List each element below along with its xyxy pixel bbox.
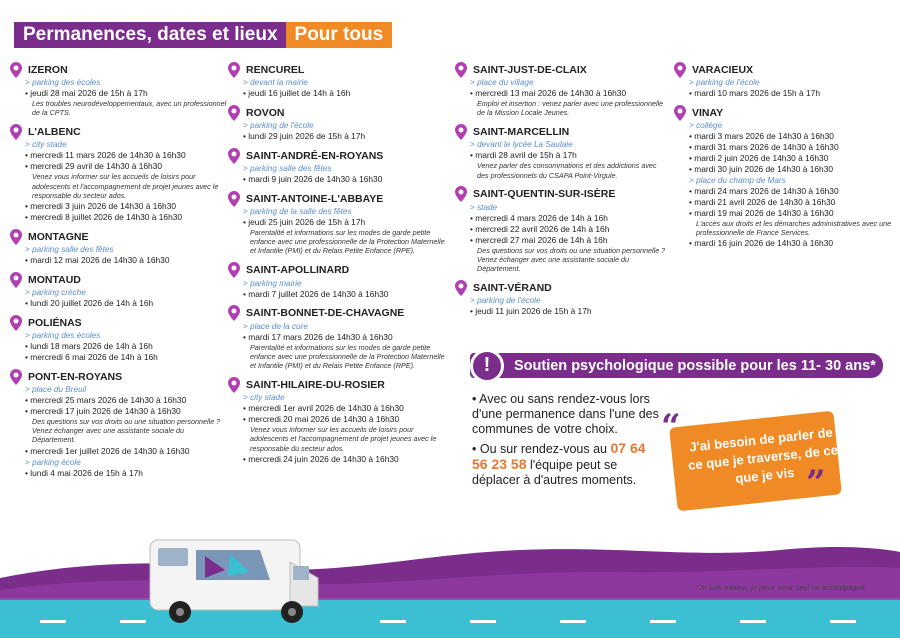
location-name: SAINT-APOLLINARD [246,264,350,277]
session-note: Parentalité et informations sur les modes de garde petite enfance avec une professionnelle de la Protection Maternelle et Infantile (PMI) et du Relais Petite Enfance (RPE). [250,228,445,256]
meeting-place: > parking école [10,457,228,468]
session-date: • lundi 18 mars 2026 de 14h à 16h [10,341,228,352]
meeting-place: > place de la cure [228,321,450,332]
road-dash-2 [120,620,146,623]
location-block [10,369,228,479]
location-name: SAINT-VÉRAND [473,281,552,294]
session-date: • mardi 7 juillet 2026 de 14h30 à 16h30 [228,289,450,300]
location-pin-icon [10,272,22,288]
meeting-place: > devant la mairie [228,77,450,88]
meeting-place: > parking des écoles [10,330,228,341]
meeting-place: > parking de l'école [674,77,896,88]
location-name: VARACIEUX [692,63,754,76]
location-name: L'ALBENC [28,125,81,138]
session-date: • mercredi 1er avril 2026 de 14h30 à 16h30 [228,403,450,414]
meeting-place: > parking de l'école [228,120,450,131]
column-4 [674,62,896,255]
page-title: Permanences, dates et lieux [14,22,286,48]
location-header [228,148,450,163]
session-note: Parentalité et informations sur les modes de garde petite enfance avec une professionnelle de la Protection Maternelle et Infantile (PMI) et du Relais Petite Enfance (RPE). [250,342,445,371]
location-name: SAINT-ANTOINE-L'ABBAYE [246,192,384,205]
session-note: Les troubles neurodéveloppementaux, avec un professionnel de la CPTS. [32,99,227,118]
soutien-banner [470,353,883,378]
location-header [228,105,450,120]
meeting-place: > parking de la salle des fêtes [228,206,450,217]
session-date: • mercredi 22 avril 2026 de 14h à 16h [455,224,670,235]
quote-close-icon: ” [806,463,826,503]
location-block [10,315,228,363]
meeting-place: > parking salle des fêtes [10,244,228,255]
location-header [455,280,670,295]
location-block [10,124,228,223]
location-block [10,62,228,118]
location-block [455,280,670,317]
location-pin-icon [455,186,467,202]
session-date: • mardi 16 juin 2026 de 14h30 à 16h30 [674,238,896,249]
location-header [10,62,228,77]
session-date: • mardi 19 mai 2026 de 14h30 à 16h30 [674,208,896,219]
session-date: • mercredi 29 avril de 14h30 à 16h30 [10,161,228,172]
session-date: • mercredi 17 juin 2026 de 14h30 à 16h30 [10,406,228,417]
road-dash-3 [380,620,406,623]
quote-open-icon: “ [661,407,681,447]
meeting-place: > parking crèche [10,287,228,298]
location-name: IZERON [28,63,68,76]
location-block [10,229,228,266]
location-pin-icon [228,148,240,164]
location-pin-icon [228,191,240,207]
session-date: • jeudi 25 juin 2026 de 15h à 17h [228,217,450,228]
location-pin-icon [228,377,240,393]
session-note: Emploi et insertion : venez parler avec une professionnelle de la Mission Locale Jeunes. [477,99,664,118]
session-date: • mardi 28 avril de 15h à 17h [455,150,670,161]
meeting-place: > city stade [228,392,450,403]
exclamation-mark: ! [483,354,491,376]
road-dash-8 [830,620,856,623]
soutien-line-1: • Avec ou sans rendez-vous lors d'une permanence dans l'une des communes de votre choix. [472,392,659,436]
session-note: Venez vous informer sur les accueils de loisirs pour adolescents et l'accompagnement de projet jeunes avec le responsable du secteur ados. [250,425,437,453]
meeting-place: > place du champ de Mars [674,175,896,186]
location-pin-icon [10,62,22,78]
road-dash-5 [560,620,586,623]
column-3 [455,62,670,323]
location-header [10,315,228,330]
location-pin-icon [10,315,22,331]
location-pin-icon [228,305,240,321]
location-pin-icon [228,262,240,278]
audience-tag: Pour tous [286,22,393,48]
session-date: • mardi 10 mars 2026 de 15h à 17h [674,88,896,99]
session-date: • mercredi 3 juin 2026 de 14h30 à 16h30 [10,201,228,212]
location-name: ROVON [246,106,285,119]
location-header [455,124,670,139]
location-name: RENCUREL [246,63,305,76]
location-header [10,124,228,139]
session-date: • mardi 3 mars 2026 de 14h30 à 16h30 [674,131,896,142]
meeting-place: > parking salle des fêtes [228,163,450,174]
session-note: Des questions sur vos droits ou une situation personnelle ? Venez échanger avec une assistante sociale du Département. [32,417,221,445]
session-note: L'accès aux droits et les démarches administratives avec une professionnelle de France Services. [696,219,892,238]
location-pin-icon [228,105,240,121]
session-date: • lundi 29 juin 2026 de 15h à 17h [228,131,450,142]
meeting-place: > city stade [10,139,228,150]
road-dash-1 [40,620,66,623]
meeting-place: > stade [455,202,670,213]
location-header [10,229,228,244]
session-date: • mercredi 13 mai 2026 de 14h30 à 16h30 [455,88,670,99]
road-dash-7 [740,620,766,623]
session-date: • mardi 12 mai 2026 de 14h30 à 16h30 [10,255,228,266]
location-block [455,124,670,180]
session-date: • mardi 17 mars 2026 de 14h30 à 16h30 [228,332,450,343]
meeting-place: > place du village [455,77,670,88]
session-date: • mardi 24 mars 2026 de 14h30 à 16h30 [674,186,896,197]
session-date: • mercredi 27 mai 2026 de 14h à 16h [455,235,670,246]
location-header [228,306,450,321]
location-name: POLIÉNAS [28,316,82,329]
session-date: • mardi 21 avril 2026 de 14h30 à 16h30 [674,197,896,208]
location-header [228,62,450,77]
location-block [228,377,450,465]
session-date: • mardi 30 juin 2026 de 14h30 à 16h30 [674,164,896,175]
location-header [674,62,896,77]
road-dash-4 [470,620,496,623]
location-pin-icon [10,229,22,245]
column-1 [10,62,228,485]
session-note: Venez vous informer sur les accueils de loisirs pour adolescents et l'accompagnement de projet jeunes avec le responsable du secteur ados. [32,172,219,200]
session-date: • lundi 4 mai 2026 de 15h à 17h [10,468,228,479]
location-pin-icon [674,62,686,78]
location-name: MONTAGNE [28,230,89,243]
session-date: • mardi 9 juin 2026 de 14h30 à 16h30 [228,174,450,185]
location-block [674,62,896,99]
session-date: • lundi 20 juillet 2026 de 14h à 16h [10,298,228,309]
session-date: • mercredi 20 mai 2026 de 14h30 à 16h30 [228,414,450,425]
meeting-place: > parking mairie [228,278,450,289]
location-pin-icon [455,62,467,78]
session-note: Des questions sur vos droits ou une situation personnelle ? Venez échanger avec une assistante sociale du Département. [477,245,666,274]
session-date: • mercredi 25 mars 2026 de 14h30 à 16h30 [10,395,228,406]
location-header [10,272,228,287]
session-date: • mercredi 24 juin 2026 de 14h30 à 16h30 [228,454,450,465]
location-header [674,105,896,120]
location-block [228,306,450,372]
location-header [10,369,228,384]
footnote: *Je suis mineur, je peux venir seul ou accompagné [696,583,865,592]
road-dash-6 [650,620,676,623]
location-header [228,191,450,206]
session-date: • mercredi 11 mars 2026 de 14h30 à 16h30 [10,150,228,161]
location-name: SAINT-QUENTIN-SUR-ISÈRE [473,188,616,201]
location-name: PONT-EN-ROYANS [28,370,123,383]
location-header [455,187,670,202]
road-scene-illustration [0,520,900,638]
location-block [228,263,450,300]
session-date: • mercredi 8 juillet 2026 de 14h30 à 16h30 [10,212,228,223]
session-date: • mercredi 1er juillet 2026 de 14h30 à 16h30 [10,446,228,457]
location-pin-icon [228,62,240,78]
location-name: SAINT-JUST-DE-CLAIX [473,63,587,76]
session-date: • mardi 31 mars 2026 de 14h30 à 16h30 [674,142,896,153]
location-block [10,272,228,309]
road [0,600,900,638]
location-block [228,148,450,185]
location-block [228,191,450,257]
location-header [228,377,450,392]
location-pin-icon [455,280,467,296]
meeting-place: > devant le lycée La Saulaie [455,139,670,150]
soutien-title: Soutien psychologique possible pour les 11- 30 ans* [514,357,876,374]
location-pin-icon [10,124,22,140]
meeting-place: > place du Breuil [10,384,228,395]
session-date: • jeudi 16 juillet de 14h à 16h [228,88,450,99]
soutien-line-2-suffix: l'équipe peut se déplacer à d'autres moments. [472,458,637,487]
meeting-place: > collège [674,120,896,131]
location-name: SAINT-BONNET-DE-CHAVAGNE [246,307,405,320]
meeting-place: > parking des écoles [10,77,228,88]
location-name: MONTAUD [28,273,81,286]
location-block [674,105,896,249]
location-pin-icon [674,105,686,121]
soutien-line-2-prefix: • Ou sur rendez-vous au [472,442,607,456]
session-date: • mardi 2 juin 2026 de 14h30 à 16h30 [674,153,896,164]
session-date: • jeudi 28 mai 2026 de 15h à 17h [10,88,228,99]
location-name: SAINT-ANDRÉ-EN-ROYANS [246,149,384,162]
location-name: VINAY [692,106,724,119]
location-pin-icon [10,369,22,385]
session-date: • mercredi 4 mars 2026 de 14h à 16h [455,213,670,224]
session-date: • jeudi 11 juin 2026 de 15h à 17h [455,306,670,317]
exclamation-icon [470,349,504,383]
location-block [228,105,450,142]
location-block [228,62,450,99]
header [14,22,392,48]
location-name: SAINT-MARCELLIN [473,125,570,138]
quote-text: J'ai besoin de parler de ce que je traverse, de ce que je vis [687,424,839,486]
column-2 [228,62,450,471]
location-header [228,263,450,278]
soutien-info [472,392,662,488]
location-block [455,62,670,118]
location-block [455,187,670,275]
location-pin-icon [455,124,467,140]
phone-number[interactable]: 07 64 56 23 58 [472,440,646,472]
session-note: Venez parler des consommations et des addictions avec des professionnels du CSAPA Point-Virgule. [477,161,657,180]
location-header [455,62,670,77]
meeting-place: > parking de l'école [455,295,670,306]
location-name: SAINT-HILAIRE-DU-ROSIER [246,378,385,391]
session-date: • mercredi 6 mai 2026 de 14h à 16h [10,352,228,363]
